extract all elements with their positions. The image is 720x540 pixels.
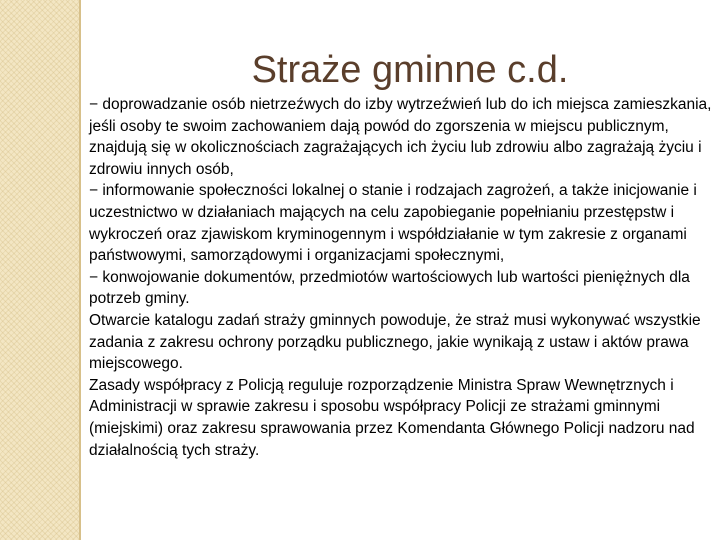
paragraph-otwarcie-katalogu: Otwarcie katalogu zadań straży gminnych powoduje, że straż musi wykonywać wszystkie zadania z zakresu ochrony porządku publicznego, jakie wynikają z ustaw i aktów prawa miejscowego. — [89, 311, 701, 373]
decorative-side-band — [0, 0, 79, 540]
paragraph-konwojowanie: − konwojowanie dokumentów, przedmiotów wartościowych lub wartości pieniężnych dla potrzeb gminy. — [89, 268, 690, 308]
side-divider-line — [79, 0, 81, 540]
slide-title: Straże gminne c.d. — [251, 49, 569, 91]
paragraph-zasady-wspolpracy: Zasady współpracy z Policją reguluje rozporządzenie Ministra Spraw Wewnętrznych i Administracji w sprawie zakresu i sposobu współpracy Policji ze strażami gminnymi (miejskimi) oraz zakresu sprawowania przez Komendanta Głównego Policji nadzoru nad działalnością tych straży. — [89, 376, 695, 459]
paragraph-doprowadzanie: − doprowadzanie osób nietrzeźwych do izby wytrzeźwień lub do ich miejsca zamieszkania, jeśli osoby te swoim zachowaniem dają powód do zgorszenia w miejscu publicznym, znajdują się w okolicznościach zagrażających ich życiu lub zdrowiu albo zagrażają życiu i zdrowiu innych osób, — [89, 96, 712, 178]
slide-body — [89, 94, 714, 461]
paragraph-informowanie: − informowanie społeczności lokalnej o stanie i rodzajach zagrożeń, a także inicjowanie i uczestnictwo w działaniach mających na celu zapobieganie popełnianiu przestępstw i wykroczeń oraz zjawiskom kryminogennym i współdziałanie w tym zakresie z organami państwowymi, samorządowymi i organizacjami społecznymi, — [89, 182, 697, 265]
